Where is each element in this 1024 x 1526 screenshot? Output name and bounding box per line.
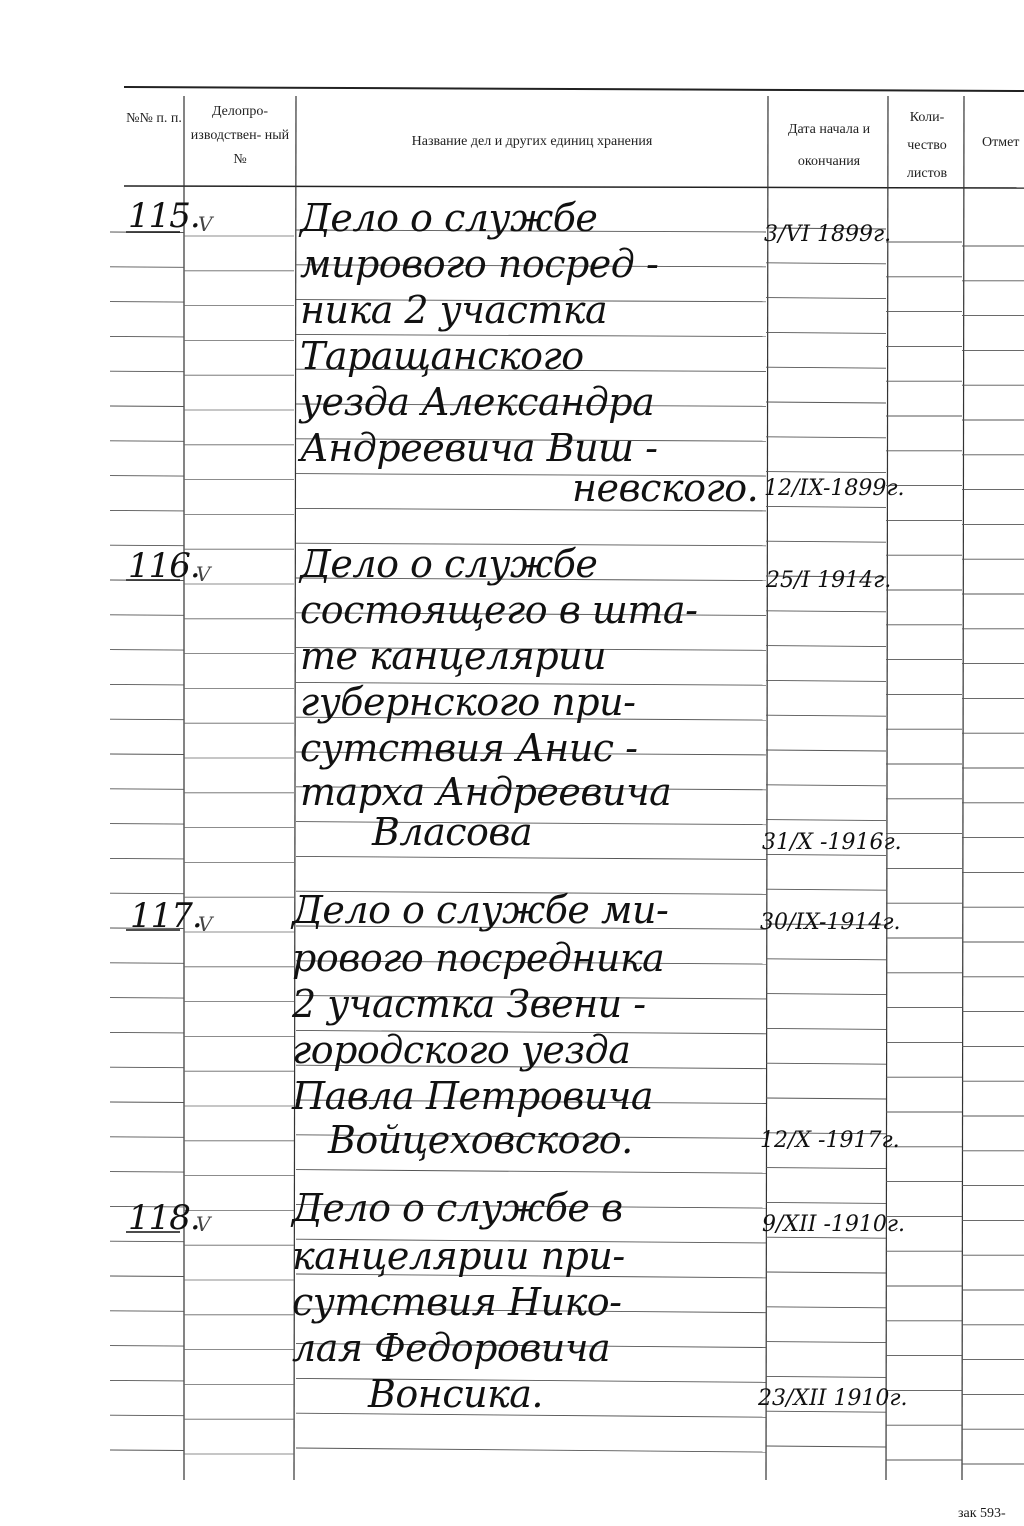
date-start: 30/IX-1914г.	[760, 910, 901, 935]
entry-line: лая Федоровича	[292, 1326, 611, 1370]
row-rule	[766, 750, 886, 751]
row-rule	[766, 332, 886, 333]
entry-line: уезда Александра	[300, 380, 655, 424]
row-rule	[766, 1168, 886, 1169]
row-rule	[110, 1067, 184, 1068]
check-mark: V	[196, 1212, 211, 1236]
row-rule	[110, 1380, 184, 1381]
date-start: 9/XII -1910г.	[762, 1212, 905, 1237]
top-rule	[124, 87, 1024, 91]
row-rule	[110, 1137, 184, 1138]
row-rule	[766, 367, 886, 368]
entry-line: Таращанского	[300, 334, 584, 378]
date-end: 12/IX-1899г.	[764, 476, 905, 501]
entry-line: Войцеховского.	[328, 1118, 633, 1162]
row-rule	[110, 858, 184, 859]
header-num: №№ п. п.	[126, 111, 182, 126]
column-rule	[962, 96, 964, 1480]
case-number: 117.	[130, 896, 202, 936]
row-rule	[110, 1032, 184, 1033]
row-rule	[766, 994, 886, 995]
header-notes: Отмет	[982, 135, 1020, 150]
entry-line: сутствия Нико-	[292, 1280, 622, 1324]
row-rule	[766, 437, 886, 438]
row-rule	[110, 1346, 184, 1347]
case-number: 115.	[128, 196, 200, 236]
row-rule	[766, 472, 886, 473]
date-end: 12/X -1917г.	[760, 1128, 900, 1153]
footer-order-number: зак 593-	[958, 1506, 1006, 1521]
row-rule	[110, 1415, 184, 1416]
row-rule	[766, 541, 886, 542]
header-deloproizv: Делопро- изводствен- ный №	[190, 104, 290, 167]
entry-line: мирового посред -	[300, 242, 659, 286]
entry-line: канцелярии при-	[292, 1234, 625, 1278]
row-rule	[766, 680, 886, 681]
entry-line: Дело о службе ми-	[292, 888, 669, 932]
row-rule	[766, 959, 886, 960]
row-rule	[110, 476, 184, 477]
entry-line: Дело о службе в	[292, 1186, 623, 1230]
row-rule	[766, 1272, 886, 1273]
entry-line: сутствия Анис -	[300, 726, 638, 770]
row-rule	[110, 754, 184, 755]
row-rule	[296, 1448, 766, 1452]
date-end: 23/XII 1910г.	[758, 1386, 908, 1411]
case-number: 118.	[128, 1198, 200, 1238]
entry-line: состоящего в шта-	[300, 588, 698, 632]
row-rule	[766, 1237, 886, 1238]
row-rule	[110, 789, 184, 790]
row-rule	[110, 1102, 184, 1103]
row-rule	[766, 785, 886, 786]
row-rule	[296, 856, 766, 859]
date-end: 31/X -1916г.	[762, 830, 902, 855]
row-rule	[110, 336, 184, 337]
row-rule	[766, 298, 886, 299]
row-rule	[766, 646, 886, 647]
row-rule	[766, 611, 886, 612]
row-rule	[766, 1028, 886, 1029]
entry-line: Дело о службе	[300, 542, 598, 586]
row-rule	[296, 1170, 766, 1174]
row-rule	[110, 1241, 184, 1242]
entry-line: невского.	[572, 466, 759, 510]
row-rule	[766, 506, 886, 507]
date-start: 25/I 1914г.	[766, 568, 892, 593]
check-mark: V	[198, 912, 213, 936]
header-dates: Дата начала и окончания	[787, 122, 871, 169]
row-rule	[766, 715, 886, 716]
entry-line: Власова	[372, 810, 533, 854]
row-rule	[766, 1446, 886, 1447]
row-rule	[766, 1342, 886, 1343]
row-rule	[110, 371, 184, 372]
row-rule	[110, 719, 184, 720]
row-rule	[766, 263, 886, 264]
row-rule	[110, 441, 184, 442]
entry-line: Павла Петровича	[292, 1074, 654, 1118]
entry-line: губернского при-	[300, 680, 636, 724]
entry-line: 2 участка Звени -	[292, 982, 646, 1026]
row-rule	[110, 1311, 184, 1312]
row-rule	[110, 1450, 184, 1451]
row-rule	[766, 1063, 886, 1064]
check-mark: V	[198, 212, 213, 236]
row-rule	[110, 998, 184, 999]
entry-line: тарха Андреевича	[300, 770, 672, 814]
row-rule	[766, 1098, 886, 1099]
row-rule	[110, 1172, 184, 1173]
row-rule	[110, 615, 184, 616]
row-rule	[766, 1411, 886, 1412]
row-rule	[766, 889, 886, 890]
entry-line: Вонсика.	[368, 1372, 544, 1416]
entry-line: ника 2 участка	[300, 288, 608, 332]
row-rule	[110, 406, 184, 407]
row-rule	[766, 1307, 886, 1308]
case-number: 116.	[128, 546, 200, 586]
entry-line: те канцелярии	[300, 634, 607, 678]
row-rule	[110, 684, 184, 685]
row-rule	[110, 267, 184, 268]
entry-line: рового посредника	[292, 936, 665, 980]
check-mark: V	[196, 562, 211, 586]
entry-line: городского уезда	[292, 1028, 631, 1072]
row-rule	[766, 820, 886, 821]
row-rule	[110, 963, 184, 964]
entry-line: Дело о службе	[300, 196, 598, 240]
column-rule	[886, 96, 888, 1480]
header-count: Коли- чество листов	[906, 110, 948, 181]
date-start: 3/VI 1899г.	[764, 222, 892, 247]
row-rule	[110, 824, 184, 825]
row-rule	[766, 1202, 886, 1203]
row-rule	[110, 650, 184, 651]
header-rule	[124, 186, 1024, 188]
entry-line: Андреевича Виш -	[300, 426, 658, 470]
row-rule	[110, 510, 184, 511]
header-title: Название дел и других единиц хранения	[411, 134, 653, 149]
row-rule	[766, 402, 886, 403]
row-rule	[766, 1376, 886, 1377]
row-rule	[110, 302, 184, 303]
row-rule	[110, 1276, 184, 1277]
row-rule	[110, 893, 184, 894]
